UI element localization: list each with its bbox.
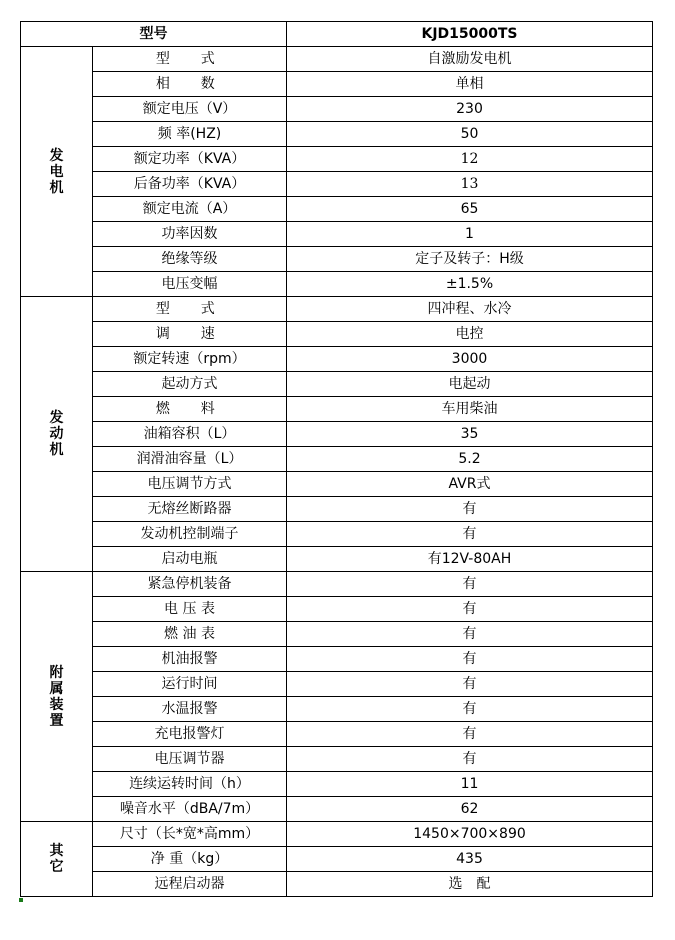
group-label-engine: 发动机 <box>21 297 93 572</box>
value-cell: 有 <box>287 697 653 722</box>
param-cell: 水温报警 <box>93 697 287 722</box>
param-cell: 电压变幅 <box>93 272 287 297</box>
param-cell: 电 压 表 <box>93 597 287 622</box>
value-cell: AVR式 <box>287 472 653 497</box>
table-row <box>21 822 653 847</box>
table-row <box>21 597 653 622</box>
header-row <box>21 22 653 47</box>
table-row <box>21 172 653 197</box>
value-cell: 1450×700×890 <box>287 822 653 847</box>
param-cell: 燃 油 表 <box>93 622 287 647</box>
spec-table <box>20 21 653 897</box>
param-cell: 起动方式 <box>93 372 287 397</box>
table-row <box>21 647 653 672</box>
table-row <box>21 372 653 397</box>
param-cell: 紧急停机装备 <box>93 572 287 597</box>
value-cell: 有 <box>287 597 653 622</box>
value-cell: 定子及转子：H级 <box>287 247 653 272</box>
table-row <box>21 797 653 822</box>
value-cell: 自激励发电机 <box>287 47 653 72</box>
table-row <box>21 497 653 522</box>
param-cell: 型 式 <box>93 297 287 322</box>
param-cell: 远程启动器 <box>93 872 287 897</box>
param-cell: 额定功率（KVA） <box>93 147 287 172</box>
table-row <box>21 297 653 322</box>
param-cell: 尺寸（长*宽*高mm） <box>93 822 287 847</box>
table-row <box>21 347 653 372</box>
table-row <box>21 47 653 72</box>
value-cell: 有 <box>287 522 653 547</box>
table-row <box>21 422 653 447</box>
value-cell: 四冲程、水冷 <box>287 297 653 322</box>
table-row <box>21 622 653 647</box>
value-cell: 13 <box>287 172 653 197</box>
value-cell: 车用柴油 <box>287 397 653 422</box>
table-row <box>21 472 653 497</box>
param-cell: 电压调节器 <box>93 747 287 772</box>
param-cell: 绝缘等级 <box>93 247 287 272</box>
corner-marker <box>19 898 23 902</box>
param-cell: 启动电瓶 <box>93 547 287 572</box>
table-row <box>21 222 653 247</box>
param-cell: 净 重（kg） <box>93 847 287 872</box>
table-row <box>21 197 653 222</box>
value-cell: 35 <box>287 422 653 447</box>
table-row <box>21 697 653 722</box>
value-cell: 65 <box>287 197 653 222</box>
param-cell: 充电报警灯 <box>93 722 287 747</box>
param-cell: 额定电压（V） <box>93 97 287 122</box>
param-cell: 后备功率（KVA） <box>93 172 287 197</box>
value-cell: 有 <box>287 497 653 522</box>
table-row <box>21 397 653 422</box>
value-cell: 有 <box>287 747 653 772</box>
group-label-generator: 发电机 <box>21 47 93 297</box>
value-cell: 有 <box>287 722 653 747</box>
table-row <box>21 572 653 597</box>
param-cell: 燃 料 <box>93 397 287 422</box>
param-cell: 额定电流（A） <box>93 197 287 222</box>
value-cell: 有 <box>287 622 653 647</box>
value-cell: 电控 <box>287 322 653 347</box>
table-row <box>21 722 653 747</box>
value-cell: 有 <box>287 572 653 597</box>
table-row <box>21 97 653 122</box>
param-cell: 油箱容积（L） <box>93 422 287 447</box>
value-cell: 有12V-80AH <box>287 547 653 572</box>
param-cell: 无熔丝断路器 <box>93 497 287 522</box>
value-cell: ±1.5% <box>287 272 653 297</box>
param-cell: 额定转速（rpm） <box>93 347 287 372</box>
value-cell: 12 <box>287 147 653 172</box>
param-cell: 电压调节方式 <box>93 472 287 497</box>
param-cell: 连续运转时间（h） <box>93 772 287 797</box>
table-row <box>21 772 653 797</box>
table-row <box>21 522 653 547</box>
table-row <box>21 672 653 697</box>
value-cell: 11 <box>287 772 653 797</box>
value-cell: 1 <box>287 222 653 247</box>
model-number: KJD15000TS <box>287 22 653 47</box>
param-cell: 噪音水平（dBA/7m） <box>93 797 287 822</box>
value-cell: 单相 <box>287 72 653 97</box>
table-row <box>21 147 653 172</box>
value-cell: 有 <box>287 672 653 697</box>
group-label-other: 其它 <box>21 822 93 897</box>
value-cell: 电起动 <box>287 372 653 397</box>
table-row <box>21 72 653 97</box>
value-cell: 230 <box>287 97 653 122</box>
table-row <box>21 747 653 772</box>
value-cell: 50 <box>287 122 653 147</box>
param-cell: 功率因数 <box>93 222 287 247</box>
param-cell: 机油报警 <box>93 647 287 672</box>
table-row <box>21 322 653 347</box>
table-row <box>21 847 653 872</box>
group-label-accessories: 附属装置 <box>21 572 93 822</box>
param-cell: 相 数 <box>93 72 287 97</box>
param-cell: 型 式 <box>93 47 287 72</box>
table-row <box>21 247 653 272</box>
value-cell: 有 <box>287 647 653 672</box>
value-cell: 435 <box>287 847 653 872</box>
table-row <box>21 272 653 297</box>
table-row <box>21 872 653 897</box>
param-cell: 润滑油容量（L） <box>93 447 287 472</box>
value-cell: 5.2 <box>287 447 653 472</box>
value-cell: 3000 <box>287 347 653 372</box>
param-cell: 频 率(HZ) <box>93 122 287 147</box>
value-cell: 选 配 <box>287 872 653 897</box>
table-row <box>21 447 653 472</box>
table-row <box>21 547 653 572</box>
param-cell: 调 速 <box>93 322 287 347</box>
table-row <box>21 122 653 147</box>
param-cell: 运行时间 <box>93 672 287 697</box>
param-cell: 发动机控制端子 <box>93 522 287 547</box>
value-cell: 62 <box>287 797 653 822</box>
header-label: 型号 <box>21 22 287 47</box>
